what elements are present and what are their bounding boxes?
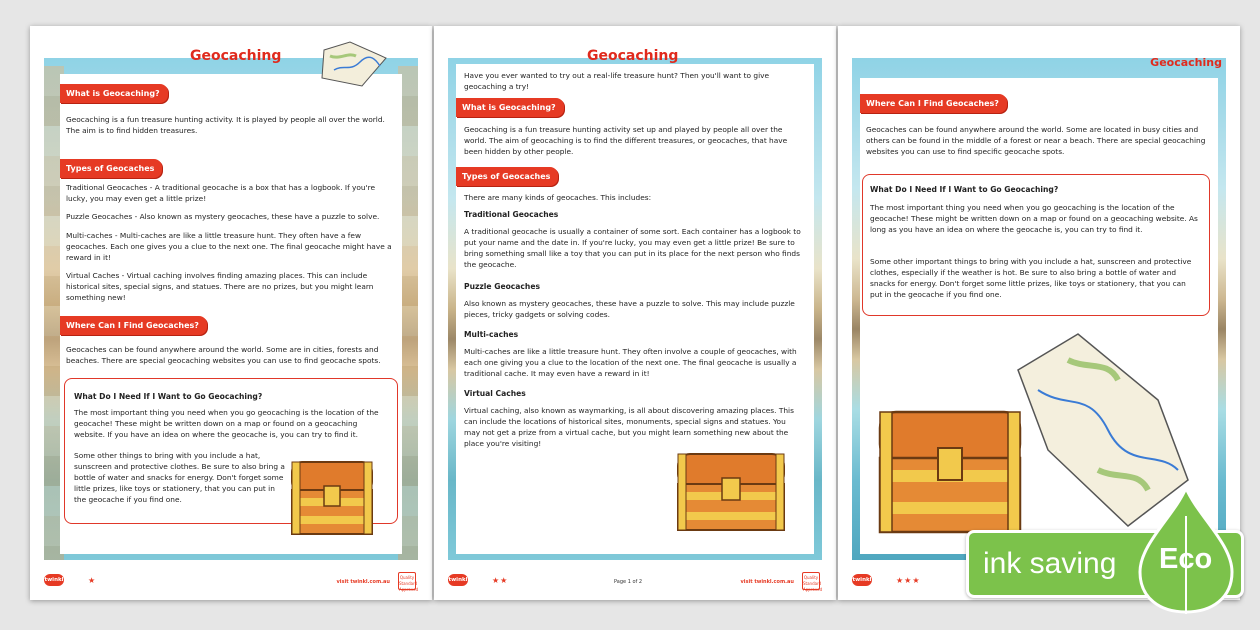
box-paragraph-2: Some other important things to bring with you include a hat, sunscreen and protective clothes, especially if the weather is hot. Be sure to also bring a bottle of water and snacks for energy. Don't forget some little prizes, like toys or stationery, that you can put in the geocache if you find one. bbox=[870, 257, 1192, 299]
paragraph-puzzle: Puzzle Geocaches - Also known as mystery geocaches, these have a puzzle to solve. bbox=[66, 212, 380, 221]
difficulty-stars: ★★★ bbox=[896, 576, 921, 585]
worksheet-page-2 bbox=[434, 26, 836, 600]
page-title: Geocaching bbox=[1150, 56, 1222, 69]
paragraph-puzzle: Also known as mystery geocaches, these have a puzzle to solve. This may include puzzle pieces, tricky gadgets or solving codes. bbox=[464, 299, 795, 319]
subheading-traditional: Traditional Geocaches bbox=[464, 210, 559, 219]
page-title: Geocaching bbox=[587, 48, 679, 64]
subheading-virtual: Virtual Caches bbox=[464, 389, 526, 398]
quality-badge: Quality Standard Approved bbox=[398, 572, 416, 590]
paragraph-virtual: Virtual Caches - Virtual caching involves finding amazing places. This can include historical sites, special signs, and statues. There are no prizes, but you might learn something new! bbox=[66, 271, 374, 302]
paragraph-what: Geocaching is a fun treasure hunting activity. It is played by people all over the world. The aim is to find hidden treasures. bbox=[66, 115, 385, 135]
treasure-chest-illustration bbox=[290, 458, 374, 538]
paragraph-where: Geocaches can be found anywhere around the world. Some are located in busy cities and others can be found in the middle of a forest or near a beach. There are special geocaching websites you can use to find specific geocache spots. bbox=[866, 125, 1206, 156]
header-types: Types of Geocaches bbox=[456, 167, 558, 186]
footer-url: visit twinkl.com.au bbox=[740, 579, 794, 585]
twinkl-logo: twinkl bbox=[448, 574, 468, 586]
treasure-chest-illustration bbox=[676, 450, 786, 534]
twinkl-logo: twinkl bbox=[852, 574, 872, 586]
map-illustration bbox=[320, 40, 390, 88]
header-what-is-geocaching: What is Geocaching? bbox=[456, 98, 564, 117]
treasure-chest-illustration bbox=[878, 406, 1022, 536]
header-what-is-geocaching: What is Geocaching? bbox=[60, 84, 168, 103]
paragraph-multi: Multi-caches - Multi-caches are like a little treasure hunt. They often have a few geocaches. Each one gives you a clue to the next one. The final geocache might have a reward in it! bbox=[66, 231, 392, 262]
worksheet-page-1 bbox=[30, 26, 432, 600]
box-title: What Do I Need If I Want to Go Geocaching? bbox=[870, 185, 1059, 194]
subheading-multi: Multi-caches bbox=[464, 330, 519, 339]
box-title: What Do I Need If I Want to Go Geocaching? bbox=[74, 392, 263, 401]
box-paragraph-1: The most important thing you need when you go geocaching is the location of the geocache! These might be written down on a map or found on a geocaching website. As long as you have an idea on where the geocache is, you can try to find it. bbox=[870, 203, 1198, 234]
box-paragraph-1: The most important thing you need when you go geocaching is the location of the geocache! These might be written down on a map or found on a geocaching website. If you have an idea on where the geocache is, you can try to find it. bbox=[74, 408, 379, 439]
difficulty-stars: ★★ bbox=[492, 576, 509, 585]
paragraph-traditional: A traditional geocache is usually a container of some sort. Each container has a logbook to put your name and the date in. If you're lucky, you may even get a little prize! Be sure to bring something small like a toy that you can put in its place for the next person who finds the geocache. bbox=[464, 227, 801, 269]
header-where: Where Can I Find Geocaches? bbox=[60, 316, 207, 335]
header-types: Types of Geocaches bbox=[60, 159, 162, 178]
ink-saving-label: ink saving bbox=[983, 547, 1117, 580]
subheading-puzzle: Puzzle Geocaches bbox=[464, 282, 541, 291]
paragraph-what: Geocaching is a fun treasure hunting activity set up and played by people all over the world. The aim of geocaching is to find the different treasures, or geocaches, that have been hidden by other people. bbox=[464, 125, 788, 156]
paragraph-multi: Multi-caches are like a little treasure hunt. They often involve a couple of geocaches, with each one giving you a clue to the location of the next one. The final geocache is usually a traditional cache. It may even have a reward in it! bbox=[464, 347, 797, 378]
quality-badge: Quality Standard Approved bbox=[802, 572, 820, 590]
paragraph-where: Geocaches can be found anywhere around the world. Some are in cities, forests and beaches. There are special geocaching websites you can use to find geocache spots. bbox=[66, 345, 381, 365]
paragraph-virtual: Virtual caching, also known as waymarking, is all about discovering amazing places. This can include the locations of historical sites, monuments, special signs and statues. You may not get a prize from a virtual cache, but you might learn something new about the place you're visiting! bbox=[464, 406, 794, 448]
eco-label: Eco bbox=[1159, 543, 1213, 575]
difficulty-stars: ★ bbox=[88, 576, 97, 585]
intro-paragraph: Have you ever wanted to try out a real-life treasure hunt? Then you'll want to give geocaching a try! bbox=[464, 71, 770, 91]
page-title: Geocaching bbox=[190, 48, 282, 64]
box-paragraph-2: Some other things to bring with you include a hat, sunscreen and protective clothes. Be sure to also bring a bottle of water and snacks for energy. Don't forget some little prizes, like toys or stationery, that you can put in the geocache if you find one. bbox=[74, 451, 285, 504]
page-number: Page 1 of 2 bbox=[614, 579, 643, 585]
header-where: Where Can I Find Geocaches? bbox=[860, 94, 1007, 113]
paragraph-traditional: Traditional Geocaches - A traditional geocache is a box that has a logbook. If you're lucky, you may even get a little prize! bbox=[66, 183, 376, 203]
twinkl-logo: twinkl bbox=[44, 574, 64, 586]
footer-url: visit twinkl.com.au bbox=[336, 579, 390, 585]
paragraph-types: There are many kinds of geocaches. This includes: bbox=[464, 193, 652, 202]
